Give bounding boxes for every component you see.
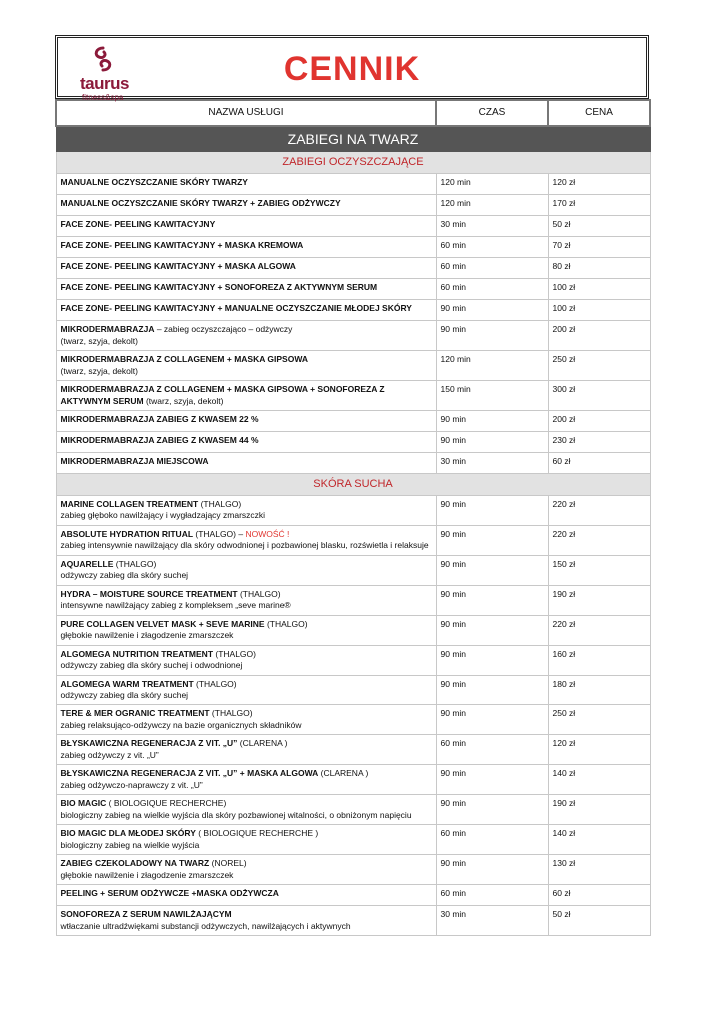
service-note: (CLARENA ) bbox=[318, 768, 369, 779]
service-name: MANUALNE OCZYSZCZANIE SKÓRY TWARZY bbox=[60, 177, 248, 188]
service-time: 90 min bbox=[436, 411, 548, 432]
section-row bbox=[56, 126, 650, 152]
service-note: (THALGO) – bbox=[193, 528, 246, 539]
service-name: MIKRODERMABRAZJA bbox=[60, 324, 155, 335]
service-description: głębokie nawilżenie i złagodzenie zmarszczek bbox=[60, 869, 234, 880]
service-row bbox=[56, 321, 650, 351]
service-name: MIKRODERMABRAZJA ZABIEG Z KWASEM 22 % bbox=[60, 414, 259, 425]
section-title: ZABIEGI NA TWARZ bbox=[56, 126, 650, 152]
service-name: FACE ZONE- PEELING KAWITACYJNY bbox=[60, 219, 216, 230]
service-price: 70 zł bbox=[548, 237, 650, 258]
service-note: ( BIOLOGIQUE RECHERCHE) bbox=[106, 798, 227, 809]
service-name: MIKRODERMABRAZJA MIEJSCOWA bbox=[60, 456, 209, 467]
service-price: 50 zł bbox=[548, 216, 650, 237]
service-time: 30 min bbox=[436, 453, 548, 474]
service-name: MARINE COLLAGEN TREATMENT bbox=[60, 498, 199, 509]
service-price: 200 zł bbox=[548, 321, 650, 351]
service-note: (THALGO) bbox=[264, 618, 308, 629]
service-name: PEELING + SERUM ODŻYWCZE +MASKA ODŻYWCZA bbox=[60, 888, 279, 899]
service-name-cell bbox=[56, 765, 436, 795]
service-price: 220 zł bbox=[548, 495, 650, 525]
service-name-cell bbox=[56, 321, 436, 351]
service-price: 60 zł bbox=[548, 453, 650, 474]
service-name-cell bbox=[56, 258, 436, 279]
subsection-title: SKÓRA SUCHA bbox=[56, 474, 650, 496]
service-price: 220 zł bbox=[548, 525, 650, 555]
service-time: 90 min bbox=[436, 585, 548, 615]
subsection-title: ZABIEGI OCZYSZCZAJĄCE bbox=[56, 152, 650, 174]
logo-subtitle: fitness&spa bbox=[82, 93, 124, 102]
service-price: 160 zł bbox=[548, 645, 650, 675]
service-name: BŁYSKAWICZNA REGENERACJA Z VIT. „U” + MASKA ALGOWA bbox=[60, 768, 319, 779]
service-price: 190 zł bbox=[548, 795, 650, 825]
service-price: 100 zł bbox=[548, 300, 650, 321]
service-time: 90 min bbox=[436, 645, 548, 675]
column-header-name: NAZWA USŁUGI bbox=[56, 100, 436, 126]
column-header-row bbox=[56, 100, 650, 126]
service-name-cell bbox=[56, 825, 436, 855]
service-name: ALGOMEGA NUTRITION TREATMENT bbox=[60, 648, 214, 659]
service-name-cell bbox=[56, 795, 436, 825]
service-name-cell bbox=[56, 615, 436, 645]
service-time: 90 min bbox=[436, 615, 548, 645]
service-description: (twarz, szyja, dekolt) bbox=[60, 365, 138, 376]
service-time: 120 min bbox=[436, 174, 548, 195]
service-name-cell bbox=[56, 174, 436, 195]
service-time: 90 min bbox=[436, 300, 548, 321]
service-description: biologiczny zabieg na wielkie wyjścia bbox=[60, 839, 200, 850]
service-name-cell bbox=[56, 216, 436, 237]
service-row bbox=[56, 795, 650, 825]
service-description: głębokie nawilżenie i złagodzenie zmarszczek bbox=[60, 630, 234, 641]
service-name-cell bbox=[56, 411, 436, 432]
service-row bbox=[56, 735, 650, 765]
service-name-cell bbox=[56, 432, 436, 453]
service-name-cell bbox=[56, 855, 436, 885]
service-time: 30 min bbox=[436, 216, 548, 237]
service-price: 300 zł bbox=[548, 381, 650, 411]
service-price: 50 zł bbox=[548, 906, 650, 936]
service-time: 90 min bbox=[436, 855, 548, 885]
service-name-cell bbox=[56, 495, 436, 525]
service-row bbox=[56, 300, 650, 321]
logo-word: taurus bbox=[80, 74, 129, 93]
service-name: BŁYSKAWICZNA REGENERACJA Z VIT. „U” bbox=[60, 738, 238, 749]
service-description: (twarz, szyja, dekolt) bbox=[60, 335, 138, 346]
service-price: 140 zł bbox=[548, 765, 650, 795]
service-description: zabieg odżywczo-naprawczy z vit. „U” bbox=[60, 779, 203, 790]
service-note: (THALGO) bbox=[193, 678, 237, 689]
service-row bbox=[56, 258, 650, 279]
service-row bbox=[56, 675, 650, 705]
service-row bbox=[56, 525, 650, 555]
service-row bbox=[56, 237, 650, 258]
service-time: 30 min bbox=[436, 906, 548, 936]
service-time: 60 min bbox=[436, 279, 548, 300]
service-description: odżywczy zabieg dla skóry suchej i odwodnionej bbox=[60, 660, 243, 671]
service-description: zabieg głęboko nawilżający i wygładzający zmarszczki bbox=[60, 510, 266, 521]
service-description: zabieg intensywnie nawilżający dla skóry odwodnionej i pozbawionej blasku, rozświetla i relaksuje bbox=[60, 540, 429, 551]
service-time: 90 min bbox=[436, 432, 548, 453]
service-description: intensywne nawilżający zabieg z kompleksem „seve marine® bbox=[60, 600, 291, 611]
service-name: AQUARELLE bbox=[60, 558, 114, 569]
service-description: zabieg odżywczy z vit. „U” bbox=[60, 749, 159, 760]
service-price: 120 zł bbox=[548, 174, 650, 195]
service-price: 180 zł bbox=[548, 675, 650, 705]
column-header-time: CZAS bbox=[436, 100, 548, 126]
service-price: 80 zł bbox=[548, 258, 650, 279]
service-time: 60 min bbox=[436, 885, 548, 906]
page-title: CENNIK bbox=[283, 50, 421, 88]
service-note: (CLARENA ) bbox=[237, 738, 288, 749]
service-name: HYDRA – MOISTURE SOURCE TREATMENT bbox=[60, 588, 238, 599]
service-name: TERE & MER OGRANIC TREATMENT bbox=[60, 708, 210, 719]
service-description: biologiczny zabieg na wielkie wyjścia dla skóry pozbawionej witalności, o obniżonym napięciu bbox=[60, 809, 412, 820]
service-row bbox=[56, 216, 650, 237]
service-price: 120 zł bbox=[548, 735, 650, 765]
service-name-cell bbox=[56, 885, 436, 906]
service-row bbox=[56, 885, 650, 906]
service-row bbox=[56, 279, 650, 300]
service-time: 90 min bbox=[436, 765, 548, 795]
service-row bbox=[56, 765, 650, 795]
service-price: 220 zł bbox=[548, 615, 650, 645]
service-row bbox=[56, 906, 650, 936]
service-time: 90 min bbox=[436, 675, 548, 705]
service-name-cell bbox=[56, 351, 436, 381]
service-price: 140 zł bbox=[548, 825, 650, 855]
service-price: 230 zł bbox=[548, 432, 650, 453]
service-note: (twarz, szyja, dekolt) bbox=[143, 395, 224, 406]
service-time: 150 min bbox=[436, 381, 548, 411]
subsection-row bbox=[56, 152, 650, 174]
service-name: FACE ZONE- PEELING KAWITACYJNY + MANUALNE OCZYSZCZANIE MŁODEJ SKÓRY bbox=[60, 303, 412, 314]
service-name-cell bbox=[56, 705, 436, 735]
service-note: (THALGO) bbox=[198, 498, 242, 509]
service-row bbox=[56, 855, 650, 885]
service-name-cell bbox=[56, 906, 436, 936]
service-time: 90 min bbox=[436, 705, 548, 735]
service-name: ALGOMEGA WARM TREATMENT bbox=[60, 678, 194, 689]
service-price: 250 zł bbox=[548, 705, 650, 735]
service-name: FACE ZONE- PEELING KAWITACYJNY + SONOFOREZA Z AKTYWNYM SERUM bbox=[60, 282, 378, 293]
service-name: ZABIEG CZEKOLADOWY NA TWARZ bbox=[60, 858, 210, 869]
service-note: ( BIOLOGIQUE RECHERCHE ) bbox=[195, 828, 319, 839]
service-name-cell bbox=[56, 735, 436, 765]
service-name-cell bbox=[56, 645, 436, 675]
service-row bbox=[56, 411, 650, 432]
service-time: 60 min bbox=[436, 825, 548, 855]
service-name-cell bbox=[56, 675, 436, 705]
service-row bbox=[56, 615, 650, 645]
service-row bbox=[56, 432, 650, 453]
service-name-cell bbox=[56, 525, 436, 555]
service-price: 150 zł bbox=[548, 555, 650, 585]
service-row bbox=[56, 555, 650, 585]
service-row bbox=[56, 195, 650, 216]
service-time: 120 min bbox=[436, 195, 548, 216]
service-time: 120 min bbox=[436, 351, 548, 381]
service-row bbox=[56, 825, 650, 855]
service-row bbox=[56, 381, 650, 411]
service-price: 60 zł bbox=[548, 885, 650, 906]
service-note: (THALGO) bbox=[113, 558, 157, 569]
service-price: 190 zł bbox=[548, 585, 650, 615]
service-name: FACE ZONE- PEELING KAWITACYJNY + MASKA KREMOWA bbox=[60, 240, 304, 251]
service-name: MIKRODERMABRAZJA Z COLLAGENEM + MASKA GIPSOWA bbox=[60, 354, 309, 365]
service-name-cell bbox=[56, 381, 436, 411]
service-time: 60 min bbox=[436, 735, 548, 765]
service-note: (THALGO) bbox=[209, 708, 253, 719]
service-price: 200 zł bbox=[548, 411, 650, 432]
service-time: 90 min bbox=[436, 555, 548, 585]
service-description: odżywczy zabieg dla skóry suchej bbox=[60, 570, 189, 581]
service-time: 60 min bbox=[436, 258, 548, 279]
service-time: 90 min bbox=[436, 525, 548, 555]
service-name: MIKRODERMABRAZJA ZABIEG Z KWASEM 44 % bbox=[60, 435, 259, 446]
service-row bbox=[56, 495, 650, 525]
subsection-row bbox=[56, 474, 650, 496]
service-note: (THALGO) bbox=[237, 588, 281, 599]
service-name-cell bbox=[56, 453, 436, 474]
service-name: FACE ZONE- PEELING KAWITACYJNY + MASKA ALGOWA bbox=[60, 261, 296, 272]
service-name-cell bbox=[56, 555, 436, 585]
service-name-cell bbox=[56, 237, 436, 258]
service-time: 90 min bbox=[436, 795, 548, 825]
service-time: 60 min bbox=[436, 237, 548, 258]
service-name: MANUALNE OCZYSZCZANIE SKÓRY TWARZY + ZABIEG ODŻYWCZY bbox=[60, 198, 341, 209]
service-price: 170 zł bbox=[548, 195, 650, 216]
service-time: 90 min bbox=[436, 321, 548, 351]
new-badge: NOWOŚĆ ! bbox=[245, 528, 290, 539]
service-name: BIO MAGIC bbox=[60, 798, 107, 809]
column-header-price: CENA bbox=[548, 100, 650, 126]
service-name: MIKRODERMABRAZJA Z COLLAGENEM + MASKA GIPSOWA + SONOFOREZA Z AKTYWNYM SERUM bbox=[60, 384, 385, 406]
service-row bbox=[56, 645, 650, 675]
service-description: odżywczy zabieg dla skóry suchej bbox=[60, 689, 189, 700]
service-name-cell bbox=[56, 279, 436, 300]
service-row bbox=[56, 351, 650, 381]
service-name-cell bbox=[56, 195, 436, 216]
service-time: 90 min bbox=[436, 495, 548, 525]
service-name-cell bbox=[56, 300, 436, 321]
service-price: 100 zł bbox=[548, 279, 650, 300]
service-description: wtłaczanie ultradźwiękami substancji odżywczych, nawilżających i aktywnych bbox=[60, 920, 351, 931]
service-row bbox=[56, 585, 650, 615]
service-description: zabieg relaksująco-odżywczy na bazie organicznych składników bbox=[60, 719, 302, 730]
service-name: ABSOLUTE HYDRATION RITUAL bbox=[60, 528, 194, 539]
service-row bbox=[56, 705, 650, 735]
service-name: BIO MAGIC DLA MŁODEJ SKÓRY bbox=[60, 828, 196, 839]
service-row bbox=[56, 174, 650, 195]
service-price: 250 zł bbox=[548, 351, 650, 381]
service-name: SONOFOREZA Z SERUM NAWILŻAJĄCYM bbox=[60, 909, 232, 920]
service-price: 130 zł bbox=[548, 855, 650, 885]
service-note: (THALGO) bbox=[213, 648, 256, 659]
price-list-page bbox=[55, 35, 649, 936]
service-name-cell bbox=[56, 585, 436, 615]
price-table bbox=[55, 99, 651, 936]
header bbox=[55, 35, 649, 102]
service-note: (NOREL) bbox=[209, 858, 247, 869]
service-note: – zabieg oczyszczająco – odżywczy bbox=[154, 324, 293, 335]
service-name: PURE COLLAGEN VELVET MASK + SEVE MARINE bbox=[60, 618, 265, 629]
service-row bbox=[56, 453, 650, 474]
